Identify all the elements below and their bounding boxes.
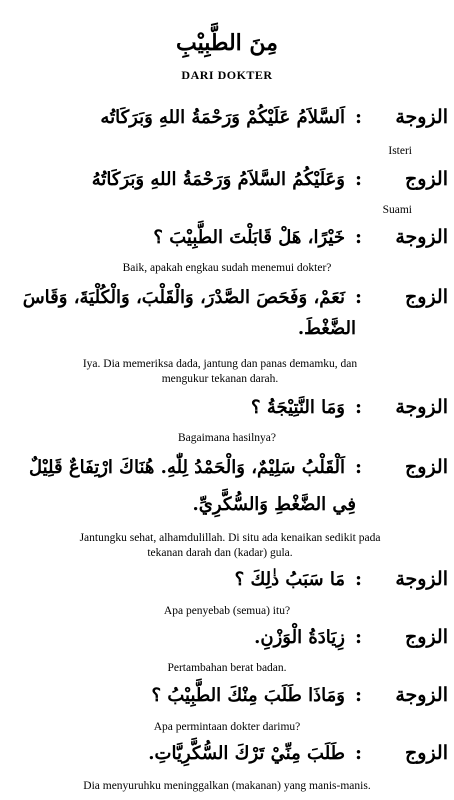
arabic-utterance: اَلْقَلْبُ سَلِيْمٌ، وَالْحَمْدُ لِلّٰهِ. هُنَاكَ ارْتِفَاعٌ قَلِيْلٌ — [28, 457, 345, 478]
arabic-utterance-continuation: الضَّغْطَ. — [297, 318, 356, 339]
translation-line-1: Jantungku sehat, alhamdulillah. Di situ ada kenaikan sedikit pada — [79, 532, 381, 544]
colon: : — [354, 742, 362, 764]
speaker-label: الزوج — [405, 626, 448, 648]
arabic-utterance: نَعَمْ، وَفَحَصَ الصَّدْرَ، وَالْقَلْبَ، وَالْكُلْيَةَ، وَقَاسَ — [22, 287, 345, 308]
translation: Suami — [382, 204, 412, 216]
translation-line-2: mengukur tekanan darah. — [161, 373, 279, 385]
translation: Apa permintaan dokter darimu? — [153, 721, 301, 733]
speaker-label: الزوجة — [395, 396, 448, 418]
dialogue-line-2 — [6, 168, 448, 190]
speaker-label: الزوج — [405, 742, 448, 764]
translation: Baik, apakah engkau sudah menemui dokter? — [122, 262, 332, 274]
translation: Bagaimana hasilnya? — [177, 432, 277, 444]
colon: : — [354, 106, 362, 128]
dialogue-line-9 — [6, 684, 448, 706]
dialogue-line-1 — [6, 106, 448, 128]
arabic-utterance: خَيْرًا، هَلْ قَابَلْتَ الطَّبِيْبَ ؟ — [153, 227, 345, 248]
speaker-label: الزوج — [405, 286, 448, 308]
dialogue-line-4 — [6, 286, 448, 308]
translation-line-1: Iya. Dia memeriksa dada, jantung dan panas demamku, dan — [82, 358, 358, 370]
title-arabic: مِنَ الطَّبِيْبِ — [176, 30, 278, 56]
dialogue-line-8 — [6, 626, 448, 648]
colon: : — [354, 456, 362, 478]
dialogue-line-6 — [6, 456, 448, 478]
dialogue-line-10 — [6, 742, 448, 764]
colon: : — [354, 168, 362, 190]
colon: : — [354, 226, 362, 248]
translation: Isteri — [388, 145, 412, 157]
colon: : — [354, 286, 362, 308]
arabic-utterance: طَلَبَ مِنِّيْ تَرْكَ السُّكَّرِيَّاتِ. — [148, 743, 345, 764]
arabic-utterance: مَا سَبَبُ ذٰلِكَ ؟ — [234, 569, 345, 590]
arabic-utterance: وَمَاذَا طَلَبَ مِنْكَ الطَّبِيْبُ ؟ — [151, 685, 345, 706]
speaker-label: الزوجة — [395, 106, 448, 128]
translation: Dia menyuruhku meninggalkan (makanan) yang manis-manis. — [83, 780, 371, 792]
speaker-label: الزوج — [405, 168, 448, 190]
arabic-utterance: زِيَادَةُ الْوَزْنِ. — [254, 627, 345, 648]
translation: Apa penyebab (semua) itu? — [163, 605, 291, 617]
colon: : — [354, 396, 362, 418]
speaker-label: الزوجة — [395, 226, 448, 248]
colon: : — [354, 626, 362, 648]
translation-line-2: tekanan darah dan (kadar) gula. — [147, 547, 293, 559]
colon: : — [354, 684, 362, 706]
title-indonesian: DARI DOKTER — [181, 68, 273, 82]
arabic-utterance: وَمَا النَّتِيْجَةُ ؟ — [251, 397, 345, 418]
translation: Pertambahan berat badan. — [167, 662, 287, 674]
dialogue-line-5 — [6, 396, 448, 418]
dialogue-line-7 — [6, 568, 448, 590]
speaker-label: الزوجة — [395, 568, 448, 590]
dialogue-line-3 — [6, 226, 448, 248]
speaker-label: الزوجة — [395, 684, 448, 706]
arabic-utterance: وَعَلَيْكُمُ السَّلاَمُ وَرَحْمَةُ اللهِ وَبَرَكَاتُهُ — [91, 169, 345, 190]
arabic-utterance: اَلسَّلاَمُ عَلَيْكُمْ وَرَحْمَةُ اللهِ وَبَرَكَاتُه — [100, 107, 345, 128]
colon: : — [354, 568, 362, 590]
arabic-utterance-continuation: فِي الضَّغْطِ وَالسُّكَّرِيِّ. — [192, 494, 356, 515]
speaker-label: الزوج — [405, 456, 448, 478]
